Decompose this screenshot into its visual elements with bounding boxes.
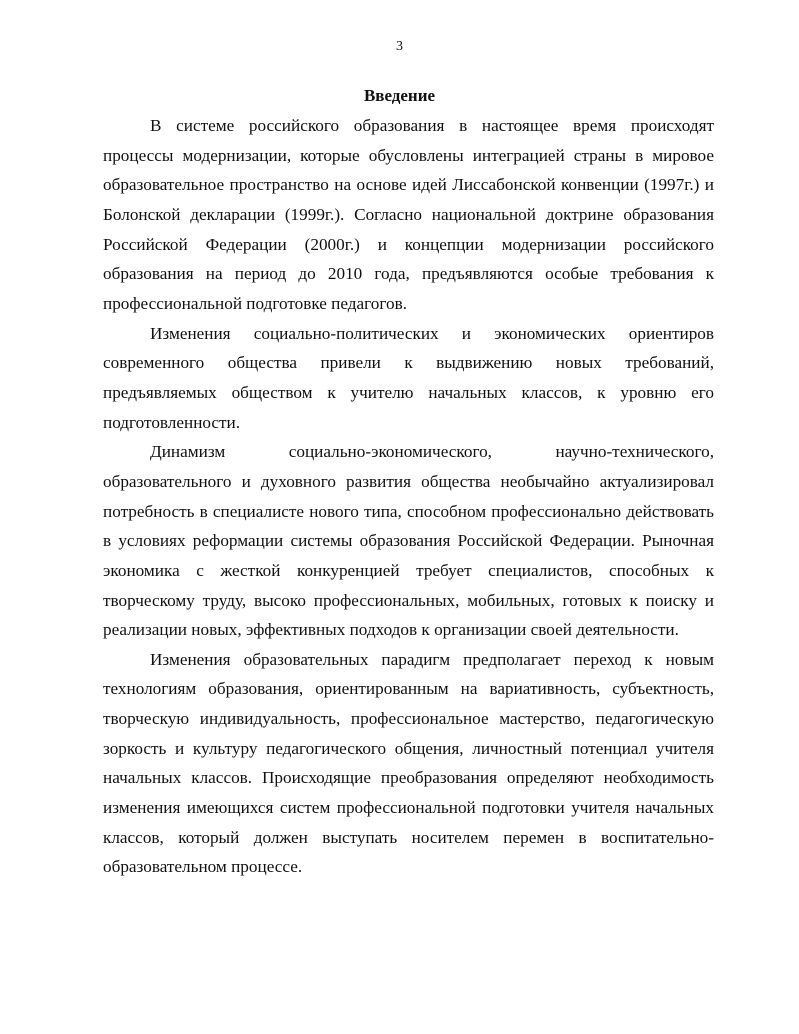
page-number: 3 xyxy=(396,39,403,54)
paragraph-3: Динамизм социально-экономического, научно-технического, образовательного и духовного развития общества необычайно актуализировал потребность в специалисте нового типа, способном профессионально действовать в условиях реформации системы образования Российской Федерации. Рыночная экономика с жесткой конкуренцией требует специалистов, способных к творческому труду, высоко профессиональных, мобильных, готовых к поиску и реализации новых, эффективных подходов к организации своей деятельности. xyxy=(103,442,714,640)
page-title: Введение xyxy=(363,86,436,105)
paragraph-4: Изменения образовательных парадигм предполагает переход к новым технологиям образования, ориентированным на вариативность, субъектность, творческую индивидуальность, профессиональное мастерство, педагогическую зоркость и культуру педагогического общения, личностный потенциал учителя начальных классов. Происходящие преобразования определяют необходимость изменения имеющихся систем профессиональной подготовки учителя начальных классов, который должен выступать носителем перемен в воспитательно-образовательном процессе. xyxy=(103,649,714,877)
paragraph-1: В системе российского образования в настоящее время происходят процессы модернизации, которые обусловлены интеграцией страны в мировое образовательное пространство на основе идей Лиссабонской конвенции (1997г.) и Болонской декларации (1999г.). Согласно национальной доктрине образования Российской Федерации (2000г.) и концепции модернизации российского образования на период до 2010 года, предъявляются особые требования к профессиональной подготовке педагогов. xyxy=(103,116,714,313)
paragraph-2: Изменения социально-политических и экономических ориентиров современного общества привели к выдвижению новых требований, предъявляемых обществом к учителю начальных классов, к уровню его подготовленности. xyxy=(103,323,714,432)
document-body xyxy=(103,111,714,882)
